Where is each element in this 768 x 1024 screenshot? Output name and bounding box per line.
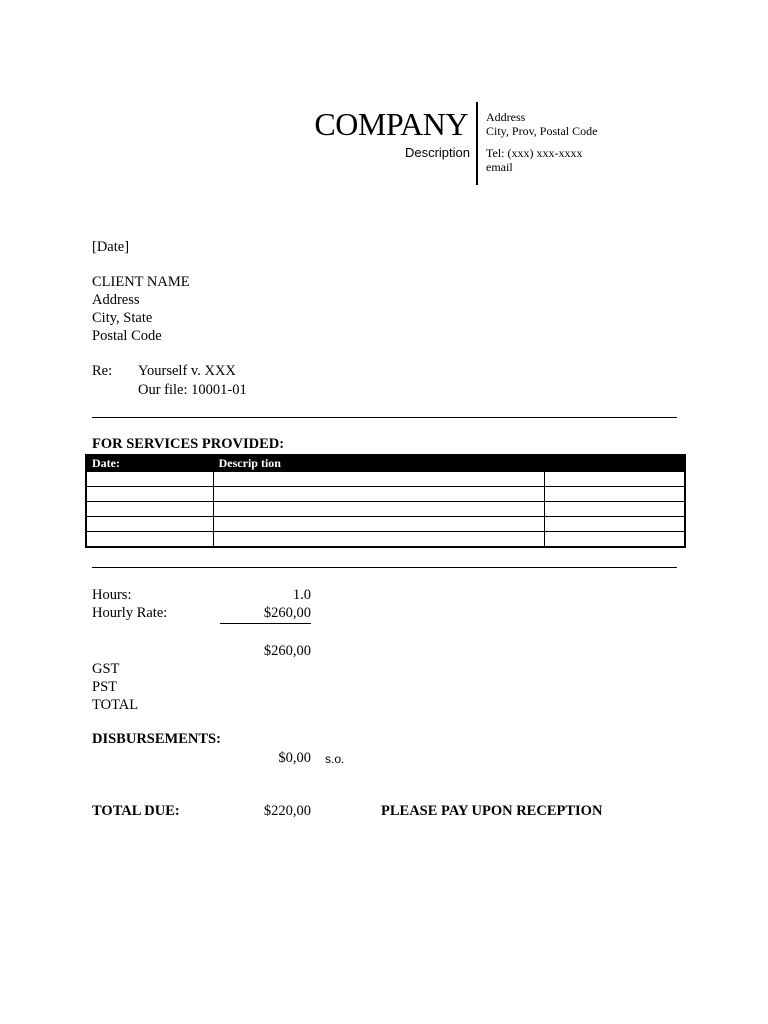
letter-date: [Date] <box>92 239 130 255</box>
payment-message: PLEASE PAY UPON RECEPTION <box>381 803 603 819</box>
table-cell <box>86 502 214 517</box>
hours-value: 1.0 <box>292 587 311 603</box>
total-due-label: TOTAL DUE: <box>92 803 180 819</box>
company-city-line: City, Prov, Postal Code <box>486 124 598 138</box>
column-header-description: Descrip tion <box>214 455 545 472</box>
re-file-number: Our file: 10001-01 <box>138 382 247 398</box>
company-name: COMPANY <box>314 106 468 142</box>
hourly-rate-label: Hourly Rate: <box>92 605 168 621</box>
disbursements-value: $0,00 <box>278 750 311 766</box>
table-cell <box>214 502 545 517</box>
client-address: Address <box>92 292 140 308</box>
re-label: Re: <box>92 363 113 379</box>
table-cell <box>545 517 686 532</box>
table-row <box>86 517 685 532</box>
separator-top <box>92 417 677 418</box>
services-header-row <box>86 455 685 472</box>
re-matter: Yourself v. XXX <box>138 363 236 379</box>
client-city: City, State <box>92 310 153 326</box>
separator-bottom <box>92 567 677 568</box>
table-cell <box>86 487 214 502</box>
company-description: Description <box>404 145 470 160</box>
header-divider <box>476 102 478 185</box>
company-address: Address <box>486 110 526 124</box>
table-cell <box>214 517 545 532</box>
total-due-value: $220,00 <box>263 803 311 819</box>
table-cell <box>86 472 214 487</box>
table-cell <box>214 532 545 548</box>
subtotal-underline <box>220 623 311 624</box>
company-email: email <box>486 160 513 174</box>
total-label: TOTAL <box>92 697 139 713</box>
table-row <box>86 472 685 487</box>
company-tel: Tel: (xxx) xxx-xxxx <box>486 146 583 160</box>
table-cell <box>545 472 686 487</box>
disbursements-heading: DISBURSEMENTS: <box>92 731 221 747</box>
table-cell <box>545 532 686 548</box>
pst-label: PST <box>92 679 117 695</box>
disbursements-note: s.o. <box>325 752 345 766</box>
hourly-rate-value: $260,00 <box>263 605 311 621</box>
column-header-amount <box>545 455 686 472</box>
table-row <box>86 487 685 502</box>
table-cell <box>545 502 686 517</box>
gst-label: GST <box>92 661 120 677</box>
client-postal: Postal Code <box>92 328 162 344</box>
subtotal-value: $260,00 <box>263 643 311 659</box>
table-cell <box>545 487 686 502</box>
services-table <box>85 454 686 548</box>
client-name: CLIENT NAME <box>92 274 190 290</box>
column-header-date: Date: <box>86 455 214 472</box>
table-cell <box>86 532 214 548</box>
table-row <box>86 502 685 517</box>
services-heading: FOR SERVICES PROVIDED: <box>92 436 285 452</box>
table-cell <box>214 487 545 502</box>
hours-label: Hours: <box>92 587 132 603</box>
table-row <box>86 532 685 548</box>
table-cell <box>214 472 545 487</box>
table-cell <box>86 517 214 532</box>
